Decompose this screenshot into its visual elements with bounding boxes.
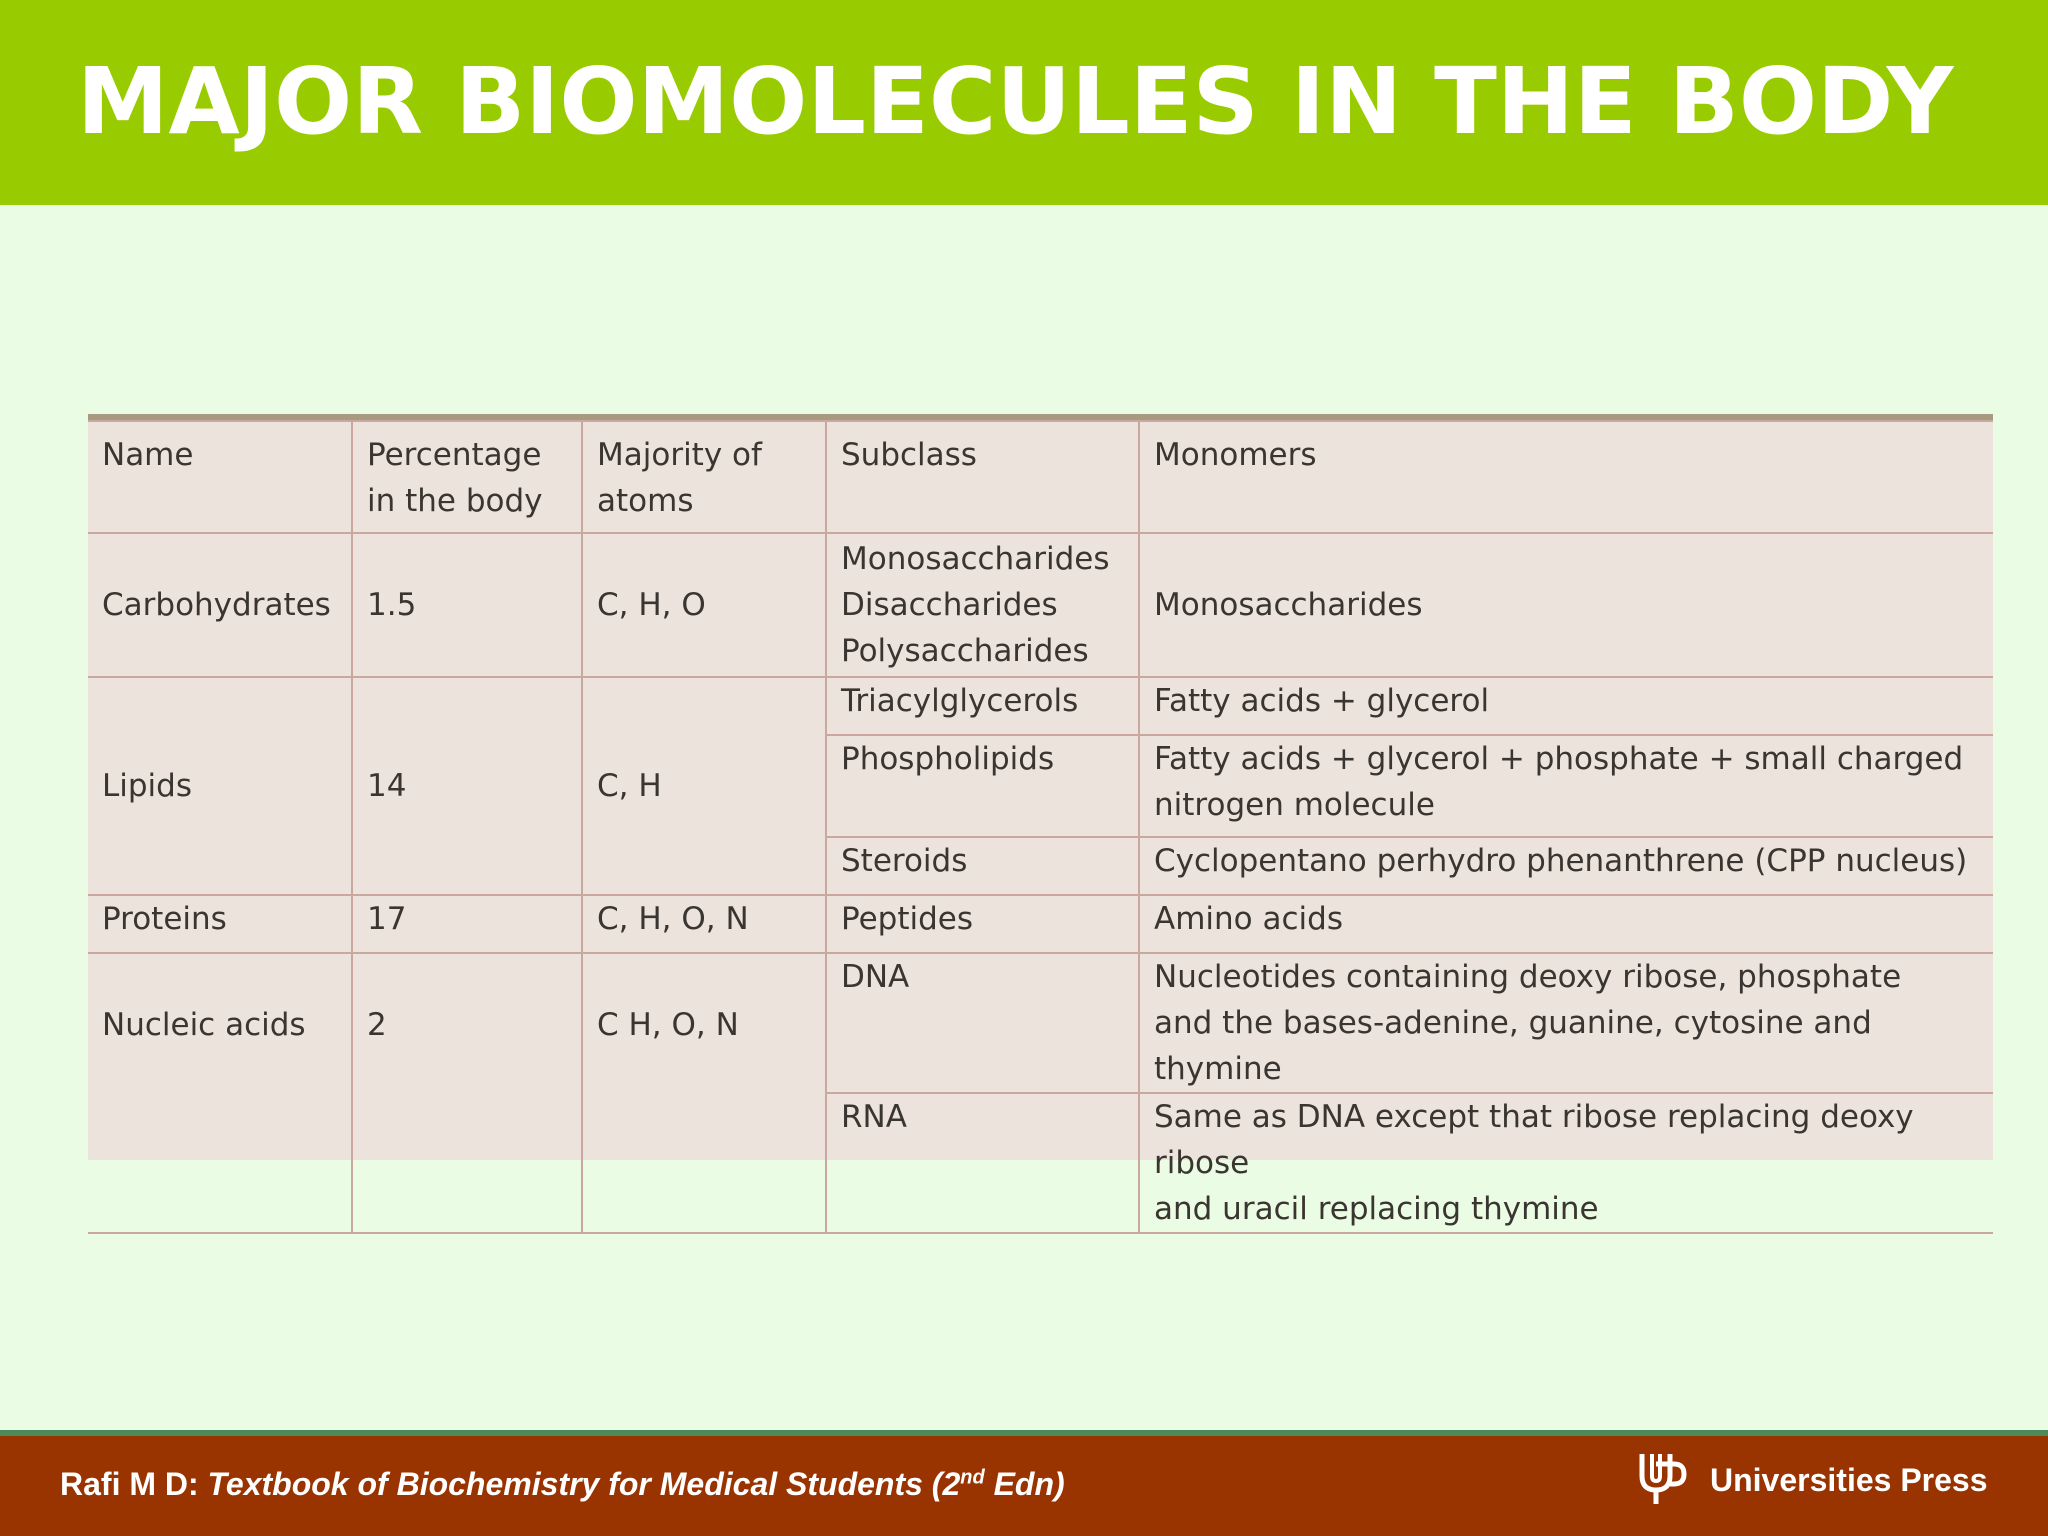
cell-name: Proteins [88,895,352,953]
cell-percentage: 14 [352,677,582,895]
cell-subclass: Triacylglycerols [826,677,1139,735]
header-percentage: Percentage in the body [352,421,582,533]
table-header-row [88,421,1993,533]
cell-atoms: C, H, O [582,533,826,677]
cell-subclass: DNA [826,953,1139,1093]
cell-subclass: RNA [826,1093,1139,1233]
cell-subclass: Phospholipids [826,735,1139,837]
table-row-proteins [88,895,1993,953]
cell-monomers: Monosaccharides [1139,533,1993,677]
cell-atoms: C, H, O, N [582,895,826,953]
up-logo-icon [1636,1450,1688,1506]
book-title: Textbook of Biochemistry for Medical Students (2nd Edn) [207,1466,1065,1502]
cell-subclass: Steroids [826,837,1139,895]
cell-percentage: 17 [352,895,582,953]
cell-subclass: Monosaccharides Disaccharides Polysaccharides [826,533,1139,677]
cell-monomers: Nucleotides containing deoxy ribose, phosphate and the bases-adenine, guanine, cytosine and thymine [1139,953,1993,1093]
cell-monomers: Cyclopentano perhydro phenanthrene (CPP nucleus) [1139,837,1993,895]
cell-percentage: 2 [352,953,582,1233]
table-row-carbohydrates [88,533,1993,677]
citation: Rafi M D: Textbook of Biochemistry for Medical Students (2nd Edn) [60,1466,1065,1502]
cell-monomers: Fatty acids + glycerol [1139,677,1993,735]
header-name: Name [88,421,352,533]
header-subclass: Subclass [826,421,1139,533]
cell-percentage: 1.5 [352,533,582,677]
cell-name: Nucleic acids [88,953,352,1233]
cell-atoms: C H, O, N [582,953,826,1233]
biomolecules-table [88,420,1993,1234]
title-bar [0,0,2048,205]
header-atoms: Majority of atoms [582,421,826,533]
slide-title: MAJOR BIOMOLECULES IN THE BODY [77,48,1954,155]
footer-bar [0,1436,2048,1536]
publisher-name: Universities Press [1710,1462,1988,1498]
cell-monomers: Fatty acids + glycerol + phosphate + small charged nitrogen molecule [1139,735,1993,837]
cell-name: Carbohydrates [88,533,352,677]
biomolecules-table-container [88,414,1993,1227]
cell-monomers: Amino acids [1139,895,1993,953]
cell-monomers: Same as DNA except that ribose replacing deoxy ribose and uracil replacing thymine [1139,1093,1993,1233]
table-row-nucleic-acids [88,953,1993,1093]
cell-atoms: C, H [582,677,826,895]
header-monomers: Monomers [1139,421,1993,533]
table-row-lipids [88,677,1993,735]
cell-name: Lipids [88,677,352,895]
cell-subclass: Peptides [826,895,1139,953]
